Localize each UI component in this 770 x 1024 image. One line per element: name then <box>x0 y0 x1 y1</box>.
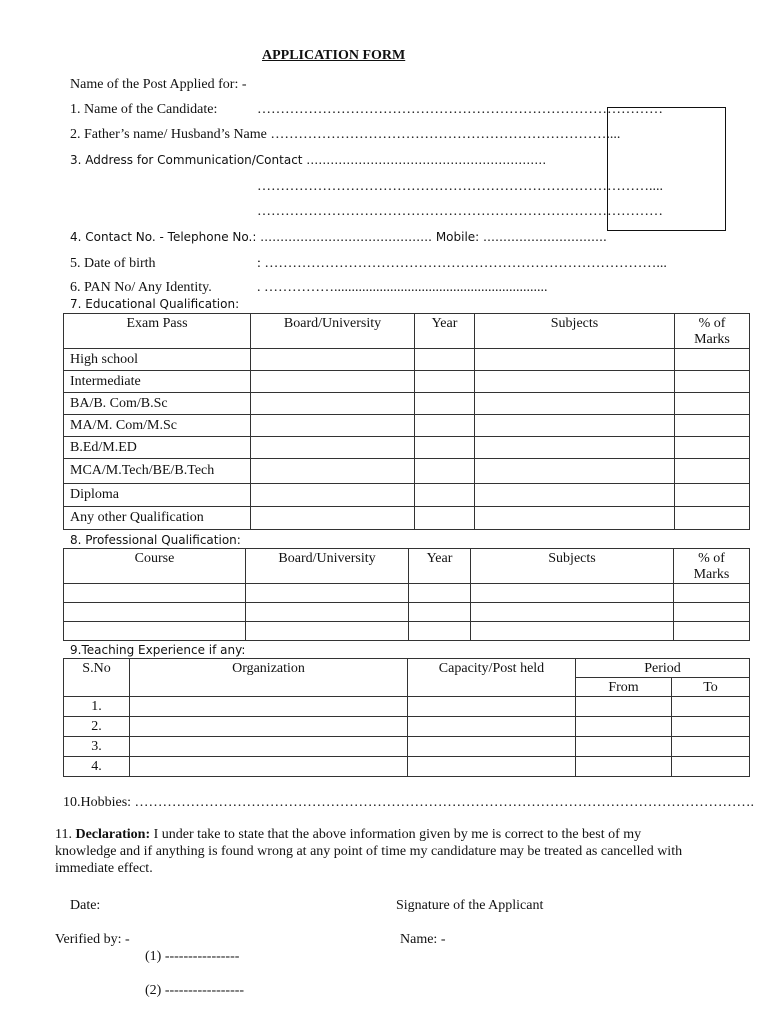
signature-label: Signature of the Applicant <box>396 898 544 913</box>
edu-row-label: Any other Qualification <box>64 507 251 530</box>
teaching-heading: 9.Teaching Experience if any: <box>70 643 246 657</box>
education-heading: 7. Educational Qualification: <box>70 297 240 311</box>
edu-header-board: Board/University <box>251 314 415 349</box>
teach-header-period: Period <box>576 659 750 678</box>
teach-header-capacity: Capacity/Post held <box>408 659 576 697</box>
professional-table <box>63 548 750 641</box>
declaration-text: 11. Declaration: I under take to state that the above information given by me is correct to the best of my knowledge and if anything is found wrong at any point of time my candidature may be treated as cancelled with immediate effect. <box>55 827 683 876</box>
name-label: Name: - <box>400 932 446 947</box>
education-table <box>63 313 750 530</box>
contact-field[interactable]: 4. Contact No. - Telephone No.: ……………………………………. Mobile: …………………………. <box>70 230 607 244</box>
edu-header-subjects: Subjects <box>475 314 675 349</box>
prof-header-subjects: Subjects <box>471 549 674 584</box>
prof-header-year: Year <box>409 549 471 584</box>
dob-label: 5. Date of birth <box>70 256 156 271</box>
verifier-1-field[interactable]: (1) ---------------- <box>145 949 240 964</box>
edu-row-label: Diploma <box>64 484 251 507</box>
edu-row-label: Intermediate <box>64 371 251 393</box>
teach-row-number: 1. <box>64 697 130 717</box>
edu-row-label: MCA/M.Tech/BE/B.Tech <box>64 459 251 484</box>
candidate-name-label: 1. Name of the Candidate: <box>70 102 218 117</box>
teach-row-number: 3. <box>64 737 130 757</box>
teach-row-number: 2. <box>64 717 130 737</box>
prof-header-course: Course <box>64 549 246 584</box>
edu-row-label: High school <box>64 349 251 371</box>
teach-header-from: From <box>576 678 672 697</box>
form-title: APPLICATION FORM <box>262 48 406 63</box>
professional-heading: 8. Professional Qualification: <box>70 533 241 547</box>
date-label: Date: <box>70 898 101 913</box>
verified-by-label: Verified by: - <box>55 932 130 947</box>
father-name-field[interactable]: 2. Father’s name/ Husband’s Name ……………………………………………………………….... <box>70 127 621 142</box>
edu-row-label: BA/B. Com/B.Sc <box>64 393 251 415</box>
hobbies-field[interactable]: 10.Hobbies: ……………………………………………………………………………………………………………………. <box>63 795 755 810</box>
verifier-2-field[interactable]: (2) ----------------- <box>145 983 245 998</box>
dob-field[interactable]: : …………………………………………………………………………... <box>257 256 667 271</box>
teach-header-to: To <box>672 678 750 697</box>
teach-header-org: Organization <box>130 659 408 697</box>
pan-field[interactable]: . ……………............................................................. <box>257 280 548 295</box>
edu-row-label: MA/M. Com/M.Sc <box>64 415 251 437</box>
teach-row-number: 4. <box>64 757 130 777</box>
edu-header-marks: % of Marks <box>675 314 750 349</box>
pan-label: 6. PAN No/ Any Identity. <box>70 280 212 295</box>
address-line-1[interactable]: ………………………………………………………………………….... <box>257 179 663 194</box>
declaration-label: Declaration: <box>75 827 151 842</box>
edu-header-exam: Exam Pass <box>64 314 251 349</box>
prof-header-marks: % of Marks <box>674 549 750 584</box>
edu-row-label: B.Ed/M.ED <box>64 437 251 459</box>
candidate-name-field[interactable]: …………………………………………………………………………… <box>257 102 663 117</box>
edu-header-year: Year <box>415 314 475 349</box>
teach-header-sno: S.No <box>64 659 130 697</box>
teaching-table <box>63 658 750 777</box>
address-label[interactable]: 3. Address for Communication/Contact …………………………………………………… <box>70 153 547 167</box>
address-line-2[interactable]: …………………………………………………………………………… <box>257 204 663 219</box>
post-applied-label: Name of the Post Applied for: - <box>70 77 247 92</box>
prof-header-board: Board/University <box>246 549 409 584</box>
